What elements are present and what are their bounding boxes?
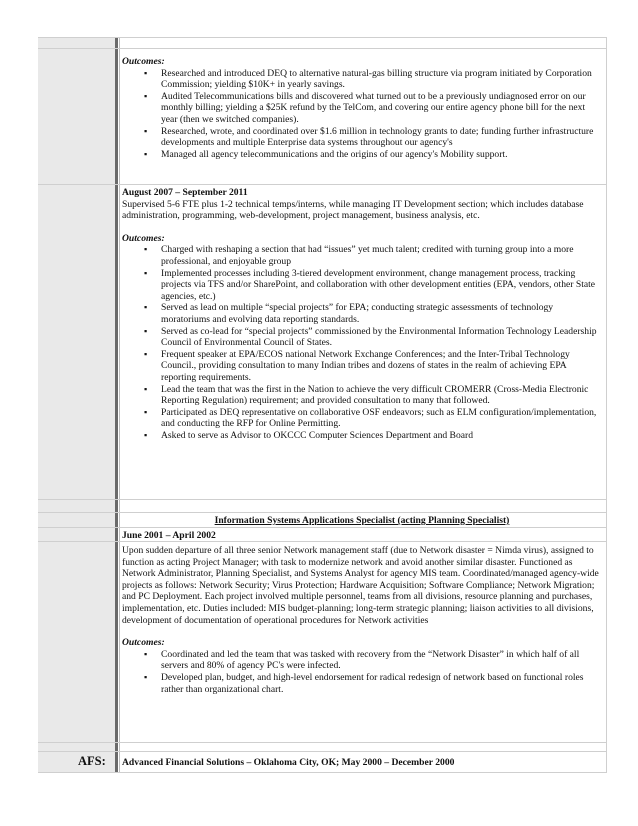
column-divider: [115, 37, 118, 773]
list-item: ▪ Charged with reshaping a section that had “issues” yet much talent; credited with turning group into a more professional, and enjoyable group: [122, 244, 602, 267]
list-item: ▪ Participated as DEQ representative on collaborative OSF endeavors; such as ELM configuration/implementation, and conducting the RFP for Online Permitting.: [122, 407, 602, 430]
outcomes-label: Outcomes:: [122, 637, 165, 649]
job-description-block: [122, 545, 602, 695]
outcomes-list: [122, 244, 602, 441]
company-line: Advanced Financial Solutions – Oklahoma City, OK; May 2000 – December 2000: [122, 757, 455, 768]
row-divider: [38, 37, 607, 38]
row-divider: [38, 512, 607, 513]
row-divider: [38, 48, 607, 49]
outcomes-section-1: [122, 56, 602, 160]
row-divider: [38, 742, 607, 743]
resume-page: [38, 37, 607, 773]
list-item: ▪ Managed all agency telecommunications and the origins of our agency's Mobility support.: [122, 149, 602, 161]
outcomes-label: Outcomes:: [122, 232, 165, 244]
list-item: ▪ Asked to serve as Advisor to OKCCC Computer Sciences Department and Board: [122, 430, 602, 442]
job-section-2007: [122, 187, 602, 441]
list-item: ▪ Frequent speaker at EPA/ECOS national Network Exchange Conferences; and the Inter-Tribal Technology Council., providing consultation to many Indian tribes and dozens of states in the realm of achieving EPA reporting requirements.: [122, 349, 602, 384]
list-item: ▪ Researched and introduced DEQ to alternative natural-gas billing structure via program initiated by Corporation Commission; yielding $10K+ in yearly savings.: [122, 68, 602, 91]
row-divider: [38, 772, 607, 773]
job-dates: August 2007 – September 2011: [122, 187, 248, 198]
outcomes-list: [122, 649, 602, 695]
column-divider-thin: [119, 37, 120, 773]
row-divider: [38, 527, 607, 528]
list-item: ▪ Implemented processes including 3-tiered development environment, change management process, tracking projects via TFS and/or SharePoint, and collaboration with other development entities (EPA, vendors, other State agencies, etc.): [122, 268, 602, 303]
list-item: ▪ Served as co-lead for “special projects” commissioned by the Environmental Information Technology Leadership Council of Environmental Council of States.: [122, 326, 602, 349]
job-description: Upon sudden departure of all three senior Network management staff (due to Network disaster = Nimda virus), assigned to function as acting Project Manager; with task to modernize network and avoid another similar disaster. Functioned as Network Administrator, Planning Specialist, and Systems Analyst for agency MIS team. Coordinated/managed agency-wide projects as follows: Network Security; Virus Protection; Hardware Acquisition; Software Compliance; Network Migration; and PC Deployment. Each project involved multiple personnel, teams from all divisions, resource planning and purchases, implementation, etc. Duties included: MIS budget-planning; long-term strategic planning; liaison activities to all divisions, development of documentation of operational procedures for Network activities: [122, 545, 599, 626]
job-title-row: [122, 515, 602, 527]
left-label-column: [38, 37, 115, 773]
list-item: ▪ Coordinated and led the team that was tasked with recovery from the “Network Disaster” in which half of all servers and 80% of agency PC's were infected.: [122, 649, 602, 672]
list-item: ▪ Audited Telecommunications bills and discovered what turned out to be a previously undiagnosed error on our monthly billing; yielding a $25K refund by the TelCom, and covering our entire agency phone bill for the next year (then we switched companies).: [122, 91, 602, 126]
list-item: ▪ Lead the team that was the first in the Nation to achieve the very difficult CROMERR (Cross-Media Electronic Reporting Regulation) requirement; and provided consultation to many that followed.: [122, 384, 602, 407]
right-border: [606, 37, 607, 773]
row-divider: [38, 499, 607, 500]
job-dates: June 2001 – April 2002: [122, 530, 216, 541]
job-description: Supervised 5-6 FTE plus 1-2 technical temps/interns, while managing IT Development section; which includes database administration, programming, web-development, project management, business analysis, etc.: [122, 198, 584, 222]
job-title: Information Systems Applications Specialist (acting Planning Specialist): [214, 515, 510, 526]
outcomes-label: Outcomes:: [122, 56, 165, 67]
row-divider: [38, 184, 607, 185]
outcomes-list: [122, 68, 602, 161]
list-item: ▪ Researched, wrote, and coordinated over $1.6 million in technology grants to date; funding further infrastructure developments and multiple Enterprise data systems throughout our agency's: [122, 126, 602, 149]
section-label-afs: AFS:: [78, 754, 106, 768]
job-section-2001: [122, 530, 602, 542]
row-divider: [38, 751, 607, 752]
list-item: ▪ Developed plan, budget, and high-level endorsement for radical redesign of network based on functional roles rather than organizational chart.: [122, 672, 602, 695]
list-item: ▪ Served as lead on multiple “special projects” for EPA; conducting strategic assessments of technology moratoriums and evolving data reporting standards.: [122, 302, 602, 325]
